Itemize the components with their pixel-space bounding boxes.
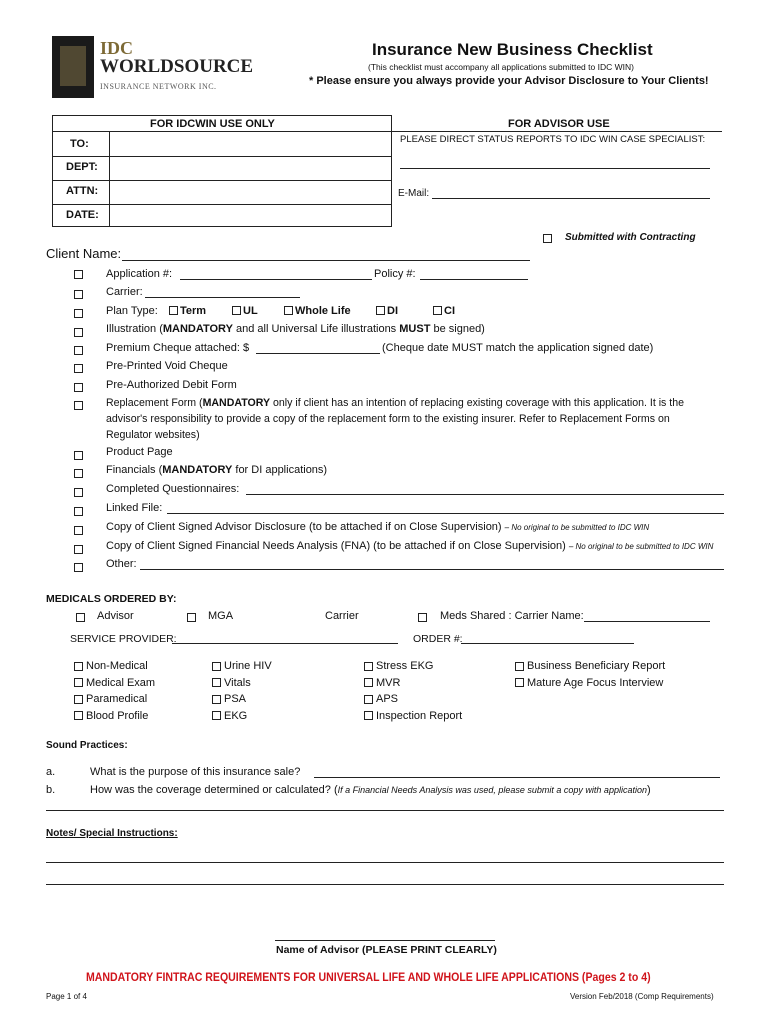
med-item[interactable]: Non-Medical [74,658,155,675]
replacement-checkbox[interactable] [74,401,83,410]
fna-checkbox[interactable] [74,545,83,554]
submitted-checkbox[interactable] [543,234,552,243]
logo-line2: WORLDSOURCE [100,56,254,77]
idcwin-heading: FOR IDCWIN USE ONLY [150,118,275,130]
plan-ci-checkbox[interactable] [433,306,442,315]
plan-ci-label: CI [444,305,455,317]
email-label: E-Mail: [398,188,430,199]
disclosure-notice: * Please ensure you always provide your Advisor Disclosure to Your Clients! [309,75,709,87]
plan-ul-checkbox[interactable] [232,306,241,315]
mga-label: MGA [208,610,234,622]
med-col1 [74,658,155,724]
page-title: Insurance New Business Checklist [372,40,653,59]
plan-di-checkbox[interactable] [376,306,385,315]
sound-heading: Sound Practices: [46,740,128,751]
other-field[interactable] [140,560,724,570]
attn-field[interactable] [110,181,391,203]
notes-line-2[interactable] [46,874,724,885]
sound-a-text: What is the purpose of this insurance sale? [90,766,301,778]
med-col4 [515,658,665,691]
dept-field[interactable] [110,157,391,179]
med-item[interactable]: APS [364,691,462,708]
case-specialist-field[interactable] [400,158,710,169]
plan-wl-checkbox[interactable] [284,306,293,315]
other-label: Other: [106,558,137,570]
product-page-checkbox[interactable] [74,451,83,460]
order-label: ORDER #: [413,633,463,645]
meds-shared-checkbox[interactable] [418,613,427,622]
notes-line-1[interactable] [46,852,724,863]
linked-file-field[interactable] [167,504,724,514]
premium-note: (Cheque date MUST match the application signed date) [382,342,654,354]
disclosure-checkbox[interactable] [74,526,83,535]
meds-carrier-field[interactable] [584,612,710,622]
notes-heading: Notes/ Special Instructions: [46,828,178,839]
page-subtitle: (This checklist must accompany all applications submitted to IDC WIN) [368,62,634,72]
client-name-field[interactable] [122,248,530,261]
illustration-text: Illustration (MANDATORY and all Universal Life illustrations MUST be signed) [106,323,485,335]
policy-field[interactable] [420,270,528,280]
carrier-field[interactable] [145,288,300,298]
advisor-checkbox[interactable] [76,613,85,622]
plan-wl-label: Whole Life [295,305,351,317]
plan-type-checkbox[interactable] [74,309,83,318]
disclosure-text: Copy of Client Signed Advisor Disclosure (to be attached if on Close Supervision) – No original to be submitted to IDC WIN [106,521,650,533]
med-col3 [364,658,462,724]
order-field[interactable] [461,634,634,644]
med-item[interactable]: Stress EKG [364,658,462,675]
sound-a-label: a. [46,766,56,778]
sound-b-label: b. [46,784,56,796]
fintrac-notice: MANDATORY FINTRAC REQUIREMENTS FOR UNIVERSAL LIFE AND WHOLE LIFE APPLICATIONS (Pages 2 to 4) [86,970,651,984]
premium-field[interactable] [256,344,380,354]
advisor-use-heading: FOR ADVISOR USE [508,118,610,130]
carrier-label: Carrier: [106,286,143,298]
logo-line1: IDC [100,38,134,58]
med-item[interactable]: Vitals [212,675,272,692]
service-provider-field[interactable] [172,634,398,644]
sound-b-field[interactable] [46,800,724,811]
replacement-text: Replacement Form (MANDATORY only if client has an intention of replacing existing coverage with this application. It is the [106,397,685,409]
premium-label: Premium Cheque attached: $ [106,342,250,354]
application-field[interactable] [180,270,372,280]
med-item[interactable]: Blood Profile [74,708,155,725]
plan-term-checkbox[interactable] [169,306,178,315]
policy-label: Policy #: [374,268,416,280]
attn-label: ATTN: [66,185,99,197]
premium-checkbox[interactable] [74,346,83,355]
version-text: Version Feb/2018 (Comp Requirements) [570,992,714,1001]
med-item[interactable]: Urine HIV [212,658,272,675]
financials-checkbox[interactable] [74,469,83,478]
carrier-checkbox[interactable] [74,290,83,299]
med-item[interactable]: EKG [212,708,272,725]
sound-a-field[interactable] [314,767,720,778]
med-item[interactable]: Inspection Report [364,708,462,725]
logo-line3: INSURANCE NETWORK INC. [100,82,217,91]
debit-form-label: Pre-Authorized Debit Form [106,379,237,391]
med-item[interactable]: Mature Age Focus Interview [515,675,665,692]
linked-file-checkbox[interactable] [74,507,83,516]
financials-text: Financials (MANDATORY for DI applications) [106,464,328,476]
fna-text: Copy of Client Signed Financial Needs Analysis (FNA) (to be attached if on Close Supervision) – No original to be submitted to IDC WIN [106,540,714,552]
date-field[interactable] [110,205,391,226]
to-label: TO: [70,138,89,150]
submitted-label: Submitted with Contracting [565,232,696,243]
questionnaires-label: Completed Questionnaires: [106,483,240,495]
meds-shared-label: Meds Shared : Carrier Name: [440,610,584,622]
page-number: Page 1 of 4 [46,992,87,1001]
product-page-label: Product Page [106,446,173,458]
email-field[interactable] [432,188,710,199]
med-col2 [212,658,272,724]
plan-type-label: Plan Type: [106,305,158,317]
advisor-label: Advisor [97,610,134,622]
replacement-line3: Regulator websites) [106,429,200,441]
service-provider-label: SERVICE PROVIDER: [70,633,177,645]
logo-mark [52,36,94,98]
debit-form-checkbox[interactable] [74,383,83,392]
direct-status-text: PLEASE DIRECT STATUS REPORTS TO IDC WIN CASE SPECIALIST: [400,134,706,145]
advisor-name-label: Name of Advisor (PLEASE PRINT CLEARLY) [276,944,497,956]
med-item[interactable]: PSA [212,691,272,708]
illustration-checkbox[interactable] [74,328,83,337]
sound-b-text: How was the coverage determined or calculated? (If a Financial Needs Analysis was used, please submit a copy with application) [90,784,651,796]
carrier-med-label: Carrier [325,610,359,622]
med-item[interactable]: MVR [364,675,462,692]
dept-label: DEPT: [66,161,98,173]
linked-file-label: Linked File: [106,502,163,514]
void-cheque-label: Pre-Printed Void Cheque [106,360,228,372]
plan-term-label: Term [180,305,207,317]
medicals-heading: MEDICALS ORDERED BY: [46,593,177,605]
replacement-line2: advisor's responsibility to provide a copy of the replacement form to the existing insurer. Refer to Replacement Forms on [106,413,670,425]
advisor-name-field[interactable] [275,930,495,941]
void-cheque-checkbox[interactable] [74,364,83,373]
to-field[interactable] [110,132,391,155]
client-name-label: Client Name: [46,246,122,261]
mga-checkbox[interactable] [187,613,196,622]
med-item[interactable]: Business Beneficiary Report [515,658,665,675]
med-item[interactable]: Paramedical [74,691,155,708]
date-label: DATE: [66,209,99,221]
med-item[interactable]: Medical Exam [74,675,155,692]
plan-di-label: DI [387,305,398,317]
questionnaires-checkbox[interactable] [74,488,83,497]
questionnaires-field[interactable] [246,485,724,495]
plan-ul-label: UL [243,305,258,317]
application-label: Application #: [106,268,173,280]
company-logo [52,36,252,98]
application-checkbox[interactable] [74,270,83,279]
other-checkbox[interactable] [74,563,83,572]
